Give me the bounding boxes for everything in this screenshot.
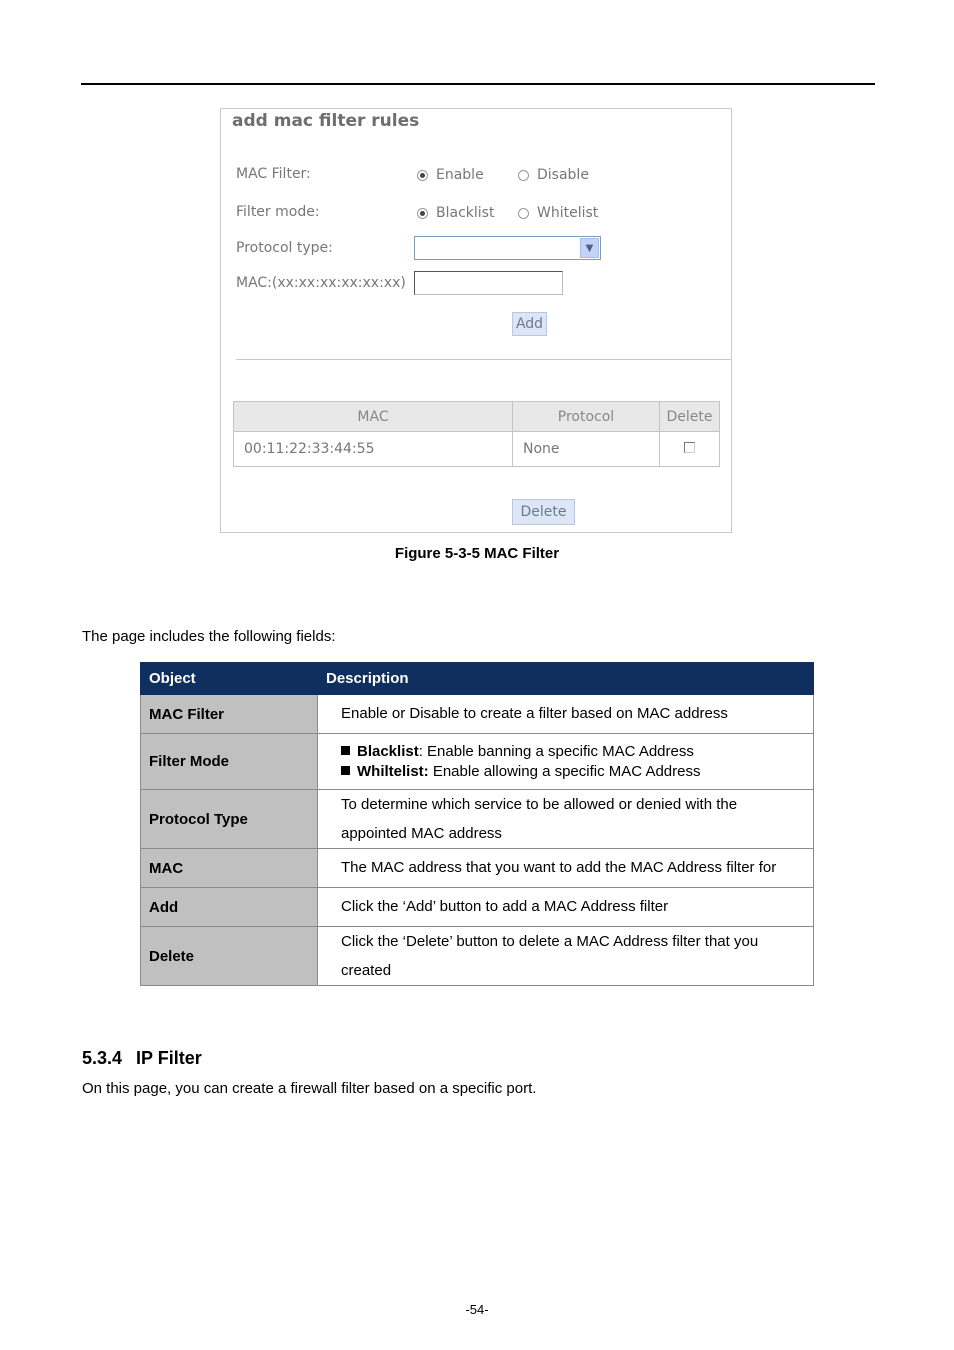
mac-cell: 00:11:22:33:44:55 (234, 432, 513, 467)
description-line: Click the ‘Add’ button to add a MAC Address filter (341, 898, 669, 915)
bullet-line (341, 762, 813, 782)
protocol-column-header: Protocol (513, 402, 660, 432)
description-cell (318, 734, 814, 790)
radio-selected-icon (417, 170, 428, 181)
description-line: appointed MAC address (341, 825, 502, 842)
mac-filter-enable-radio[interactable] (417, 167, 484, 183)
object-cell: Delete (141, 927, 318, 986)
mac-filter-disable-radio[interactable] (518, 167, 589, 183)
whitelist-label: Whitelist (537, 205, 599, 221)
mac-address-input[interactable] (414, 271, 563, 295)
table-row (141, 790, 814, 849)
description-cell (318, 888, 814, 927)
table-row (141, 849, 814, 888)
object-cell: MAC (141, 849, 318, 888)
delete-column-header: Delete (660, 402, 720, 432)
description-cell (318, 695, 814, 734)
description-cell (318, 927, 814, 986)
protocol-cell: None (513, 432, 660, 467)
radio-selected-icon (417, 208, 428, 219)
chevron-down-icon[interactable]: ▼ (580, 238, 599, 258)
delete-cell (660, 432, 720, 467)
table-row (141, 695, 814, 734)
mac-filter-list (233, 401, 720, 467)
mac-column-header: MAC (234, 402, 513, 432)
section-title: IP Filter (136, 1048, 202, 1068)
figure-caption: Figure 5-3-5 MAC Filter (394, 545, 560, 562)
page-number: -54- (465, 1302, 489, 1317)
blacklist-label: Blacklist (436, 205, 495, 221)
description-line: Enable or Disable to create a filter based on MAC address (341, 705, 728, 722)
bullet-icon (341, 746, 350, 755)
bullet-text: Enable allowing a specific MAC Address (428, 762, 701, 780)
mac-address-label: MAC:(xx:xx:xx:xx:xx:xx) (236, 275, 406, 291)
mac-filter-label: MAC Filter: (236, 166, 311, 182)
description-line: To determine which service to be allowed or denied with the (341, 796, 738, 813)
section-text: On this page, you can create a firewall filter based on a specific port. (82, 1080, 537, 1097)
table-row (234, 432, 720, 467)
bullet-line (341, 742, 813, 762)
description-header: Description (318, 663, 814, 695)
bullet-separator: : (418, 742, 423, 760)
filter-mode-label: Filter mode: (236, 204, 320, 220)
table-row (141, 734, 814, 790)
description-line: created (341, 962, 392, 979)
table-row (141, 927, 814, 986)
mac-filter-enable-label: Enable (436, 167, 484, 183)
description-cell (318, 849, 814, 888)
bullet-icon (341, 766, 350, 775)
mac-filter-panel (220, 108, 732, 533)
radio-unselected-icon (518, 170, 529, 181)
panel-divider (236, 359, 732, 360)
object-header: Object (141, 663, 318, 695)
object-cell: Add (141, 888, 318, 927)
protocol-type-select[interactable] (414, 236, 601, 260)
header-rule (81, 83, 875, 85)
mac-filter-disable-label: Disable (537, 167, 589, 183)
description-cell (318, 790, 814, 849)
bullet-term: Blacklist (357, 742, 419, 760)
bullet-term: Whiltelist: (357, 762, 429, 780)
bullet-text: Enable banning a specific MAC Address (422, 742, 694, 760)
delete-checkbox[interactable] (684, 442, 695, 453)
protocol-type-label: Protocol type: (236, 240, 333, 256)
panel-title: add mac filter rules (232, 111, 420, 131)
fields-table (140, 662, 814, 986)
radio-unselected-icon (518, 208, 529, 219)
section-number: 5.3.4 (82, 1048, 123, 1068)
description-line: The MAC address that you want to add the MAC Address filter for (341, 859, 777, 876)
intro-text: The page includes the following fields: (82, 628, 336, 645)
object-cell: Protocol Type (141, 790, 318, 849)
filter-mode-whitelist-radio[interactable] (518, 205, 598, 221)
add-button[interactable]: Add (512, 312, 547, 336)
section-heading (82, 1048, 202, 1069)
delete-button[interactable]: Delete (512, 499, 575, 525)
table-row (141, 888, 814, 927)
object-cell: Filter Mode (141, 734, 318, 790)
description-line: Click the ‘Delete’ button to delete a MAC Address filter that you (341, 933, 759, 950)
filter-mode-blacklist-radio[interactable] (417, 205, 494, 221)
object-cell: MAC Filter (141, 695, 318, 734)
